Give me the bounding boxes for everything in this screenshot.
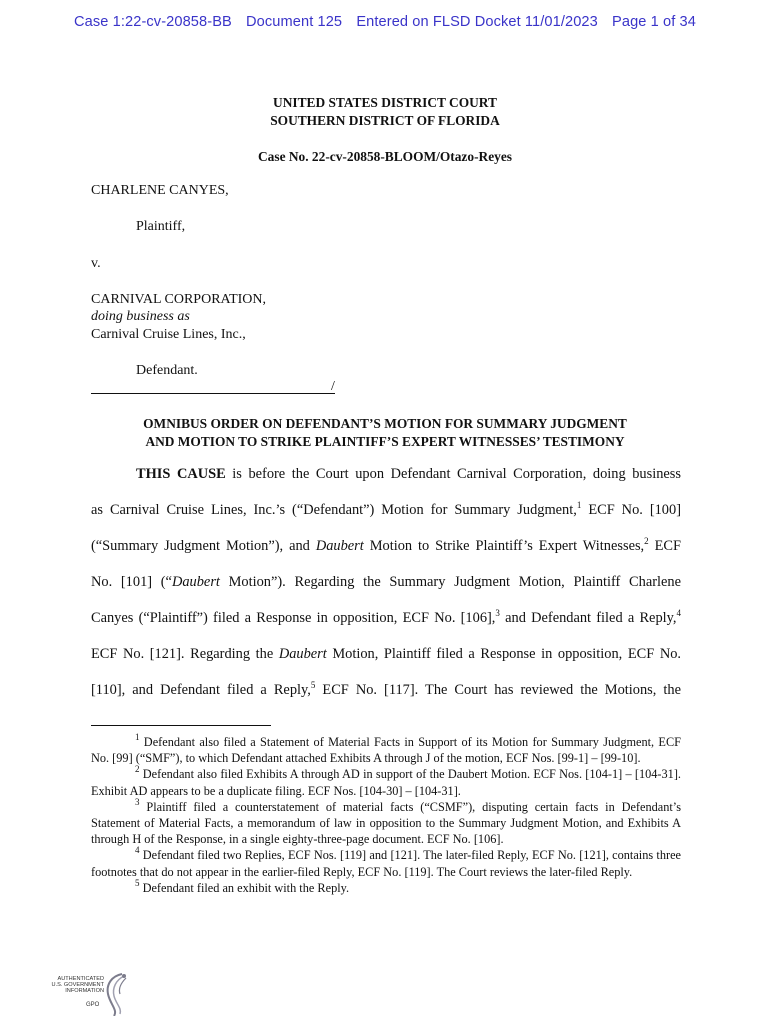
gpo-label: GPO <box>86 1002 100 1008</box>
footnote-1: $^1$ Defendant also filed a Statement of Material Facts in Support of its Motion for Summary Judgment, ECF No. [99] (“SMF”), to which Defendant attached Exhibits A through J of the motion, ECF Nos. [99-1] – [99-10]. <box>91 732 681 766</box>
docket-header <box>0 14 770 30</box>
body-line-3: (“Summary Judgment Motion”), and Daubert Motion to Strike Plaintiff’s Expert Witnesses,$^2$ ECF <box>91 536 681 554</box>
gpo-authentication-seal <box>42 972 132 1018</box>
plaintiff-name: CHARLENE CANYES, <box>91 183 229 198</box>
eagle-icon <box>102 972 132 1016</box>
docket-entered: Entered on FLSD Docket 11/01/2023 <box>356 14 598 30</box>
case-number: Case No. 22-cv-20858-BLOOM/Otazo-Reyes <box>258 149 512 164</box>
docket-case-number: Case 1:22-cv-20858-BB <box>74 14 232 30</box>
footnotes <box>91 734 681 896</box>
footnote-ref-5: 5 <box>310 680 316 690</box>
caption-rule <box>91 381 335 394</box>
order-title-line-1: OMNIBUS ORDER ON DEFENDANT’S MOTION FOR SUMMARY JUDGMENT <box>143 416 627 431</box>
docket-page-number: Page 1 of 34 <box>612 14 696 30</box>
versus: v. <box>91 256 101 271</box>
gpo-seal-text: AUTHENTICATED U.S. GOVERNMENT INFORMATION <box>51 976 104 995</box>
defendant-role: Defendant. <box>136 363 198 378</box>
plaintiff-role: Plaintiff, <box>136 219 186 234</box>
order-title-line-2: AND MOTION TO STRIKE PLAINTIFF’S EXPERT WITNESSES’ TESTIMONY <box>145 434 625 449</box>
footnote-4: $^4$ Defendant filed two Replies, ECF Nos. [119] and [121]. The later-filed Reply, ECF No. [121], contains three footnotes that do not appear in the earlier-filed Reply, ECF No. [119]. The Court reviews the later-filed Reply. <box>91 845 681 879</box>
dba-label: doing business as <box>91 309 190 324</box>
body-line-7: [110], and Defendant filed a Reply,$^5$ ECF No. [117]. The Court has reviewed the Motions, the <box>91 680 681 698</box>
body-line-1: THIS CAUSE is before the Court upon Defendant Carnival Corporation, doing business <box>136 466 681 482</box>
body-line-2: as Carnival Cruise Lines, Inc.’s (“Defendant”) Motion for Summary Judgment,$^1$ ECF No. [100] <box>91 500 681 518</box>
this-cause: THIS CAUSE <box>136 466 226 482</box>
defendant-name: CARNIVAL CORPORATION, <box>91 292 267 307</box>
footnote-ref-2: 2 <box>644 536 649 546</box>
court-district: SOUTHERN DISTRICT OF FLORIDA <box>270 113 500 128</box>
footnote-ref-4: 4 <box>676 608 681 618</box>
footnote-3: $^3$ Plaintiff filed a counterstatement of material facts (“CSMF”), disputing certain facts in Defendant’s Statement of Material Facts, a memorandum of law in opposition to the Summary Judgment Motion, and Exhibits A through H of the Response, in a single eighty-three-page document. ECF No. [106]. <box>91 796 681 847</box>
footnote-2: $^2$ Defendant also filed Exhibits A through AD in support of the Daubert Motion. ECF Nos. [104-1] – [104-31]. Exhibit AD appears to be a duplicate filing. ECF Nos. [104-30] – [104-31]. <box>91 764 681 798</box>
body-line-6: ECF No. [121]. Regarding the Daubert Motion, Plaintiff filed a Response in opposition, ECF No. <box>91 646 682 662</box>
dba-name: Carnival Cruise Lines, Inc., <box>91 327 246 342</box>
caption-slash: / <box>331 379 335 394</box>
docket-document-number: Document 125 <box>246 14 343 30</box>
body-line-5: Canyes (“Plaintiff”) filed a Response in opposition, ECF No. [106],$^3$ and Defendant filed a Reply,$^4$ <box>91 608 681 626</box>
footnote-ref-3: 3 <box>495 608 500 618</box>
court-name: UNITED STATES DISTRICT COURT <box>273 95 497 110</box>
body-line-4: No. [101] (“Daubert Motion”). Regarding the Summary Judgment Motion, Plaintiff Charlene <box>91 574 681 590</box>
footnote-5: $^5$ Defendant filed an exhibit with the Reply. <box>135 877 350 895</box>
footnote-ref-1: 1 <box>576 500 582 510</box>
footnote-separator <box>91 725 271 726</box>
